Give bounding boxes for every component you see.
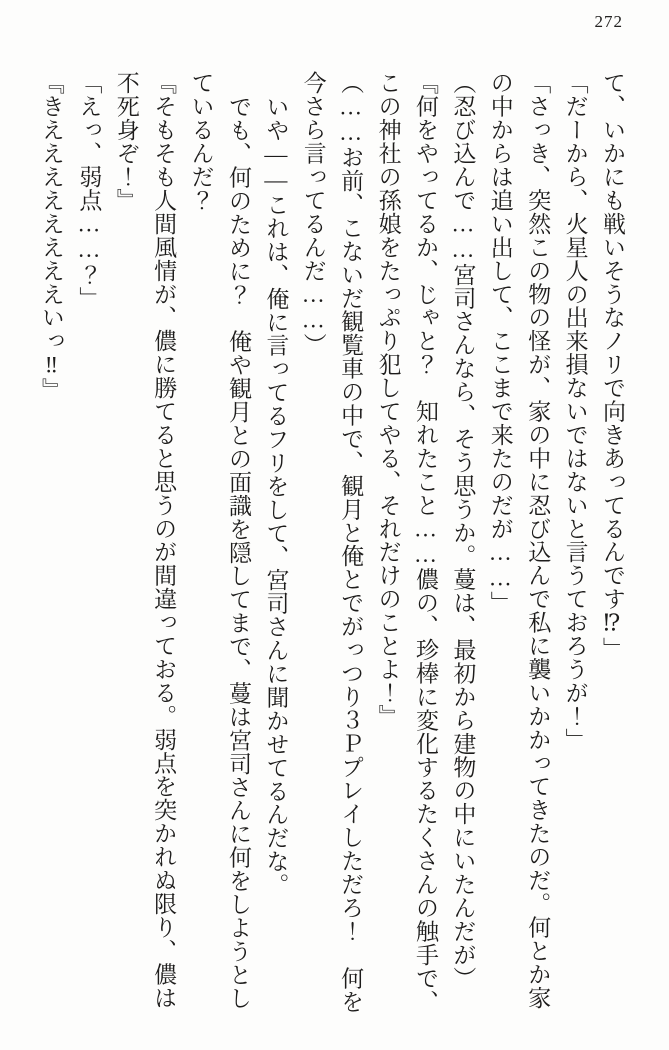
text-line: （忍び込んで……宮司さんなら、そう思うか。蔓は、最初から建物の中にいたんだが） — [450, 71, 476, 990]
text-line: ているんだ？ — [188, 71, 214, 212]
text-line: 『きええええええええいっ‼』 — [38, 71, 64, 402]
text-line: でも、何のために？ 俺や観月との面識を隠してまで、蔓は宮司さんに何をしようとし — [225, 94, 251, 1010]
text-line: 『そもそも人間風情が、儂に勝てると思うのが間違っておる。弱点を突かれぬ限り、儂は — [151, 71, 177, 1009]
text-line: 「えっ、弱点……？」 — [76, 71, 102, 310]
text-line: の中からは追い出して、ここまで来たのだが……」 — [487, 71, 513, 615]
text-line: 「さっき、突然この物の怪が、家の中に忍び込んで私に襲いかかってきたのだ。何とか家 — [525, 71, 551, 1009]
text-block — [33, 71, 632, 1013]
text-line: 「だーから、火星人の出来損ないではないと言うておろうが！」 — [562, 71, 588, 752]
text-line: 今さら言ってるんだ……） — [300, 71, 326, 357]
text-line: （……お前、こないだ観覧車の中で、観月と俺とでがっつり３Ｐプレイしただろ！ 何を — [338, 71, 364, 1013]
text-line: この神社の孫娘をたっぷり犯してやる、それだけのことよ！』 — [375, 71, 401, 728]
text-line: て、いかにも戦いそうなノリで向きあってるんです⁉」 — [600, 71, 625, 661]
text-line: 『何をやってるか、じゃと？ 知れたこと……儂の、珍棒に変化するたくさんの触手で、 — [412, 71, 438, 1013]
text-line: いや――これは、俺に言ってるフリをして、宮司さんに聞かせてるんだな。 — [263, 94, 289, 896]
text-line: 不死身ぞ！』 — [113, 71, 139, 212]
page-number: 272 — [594, 12, 623, 31]
